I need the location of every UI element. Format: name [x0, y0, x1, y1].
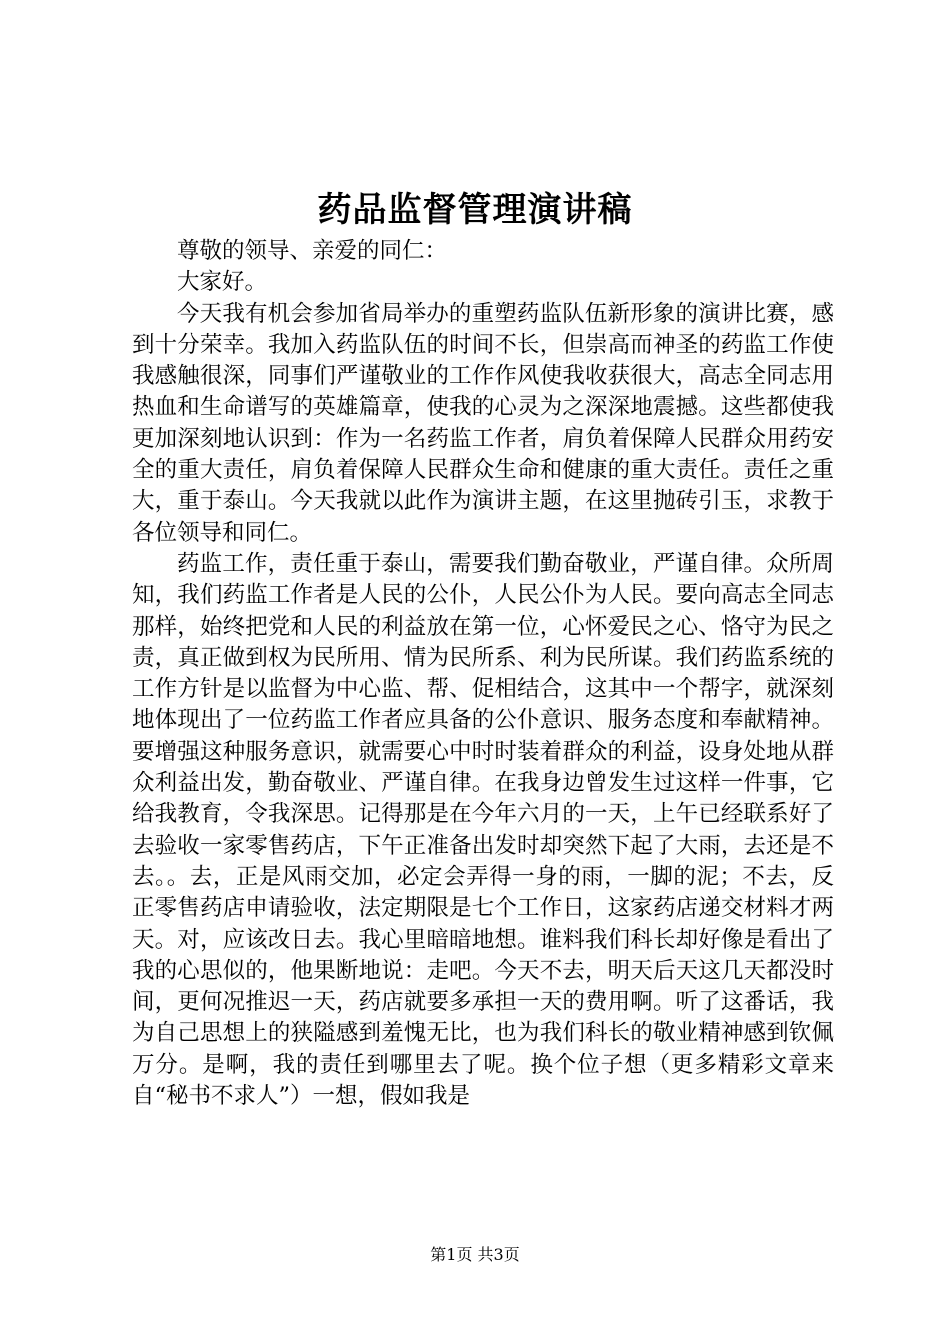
body-paragraph: 今天我有机会参加省局举办的重塑药监队伍新形象的演讲比赛，感到十分荣幸。我加入药监队伍的时间不长，但崇高而神圣的药监工作使我感触很深，同事们严谨敬业的工作作风使我收获很大，高志全同志用热血和生命谱写的英雄篇章，使我的心灵为之深深地震撼。这些都使我更加深刻地认识到：作为一名药监工作者，肩负着保障人民群众用药安全的重大责任，肩负着保障人民群众生命和健康的重大责任。责任之重大，重于泰山。今天我就以此作为演讲主题，在这里抛砖引玉，求教于各位领导和同仁。: [132, 300, 834, 546]
greeting-paragraph: 大家好。: [177, 269, 268, 296]
document-title: 药品监督管理演讲稿: [317, 190, 633, 230]
page-number-footer: 第1页 共3页: [430, 1245, 520, 1264]
salutation-paragraph: 尊敬的领导、亲爱的同仁：: [177, 238, 448, 264]
document-body: [132, 236, 834, 1112]
body-paragraph: 药监工作，责任重于泰山，需要我们勤奋敬业，严谨自律。众所周知，我们药监工作者是人民的公仆，人民公仆为人民。要向高志全同志那样，始终把党和人民的利益放在第一位，心怀爱民之心、恪守为民之责，真正做到权为民所用、情为民所系、利为民所谋。我们药监系统的工作方针是以监督为中心监、帮、促相结合，这其中一个帮字，就深刻地体现出了一位药监工作者应具备的公仆意识、服务态度和奉献精神。要增强这种服务意识，就需要心中时时装着群众的利益，设身处地从群众利益出发，勤奋敬业、严谨自律。在我身边曾发生过这样一件事，它给我教育，令我深思。记得那是在今年六月的一天，上午已经联系好了去验收一家零售药店，下午正准备出发时却突然下起了大雨，去还是不去。。去，正是风雨交加，必定会弄得一身的雨，一脚的泥；不去，反正零售药店申请验收，法定期限是七个工作日，这家药店递交材料才两天。对，应该改日去。我心里暗暗地想。谁料我们科长却好像是看出了我的心思似的，他果断地说：走吧。今天不去，明天后天这几天都没时间，更何况推迟一天，药店就要多承担一天的费用啊。听了这番话，我为自己思想上的狭隘感到羞愧无比，也为我们科长的敬业精神感到钦佩万分。是啊，我的责任到哪里去了呢。换个位子想（更多精彩文章来自“秘书不求人”）一想，假如我是: [132, 550, 834, 1110]
